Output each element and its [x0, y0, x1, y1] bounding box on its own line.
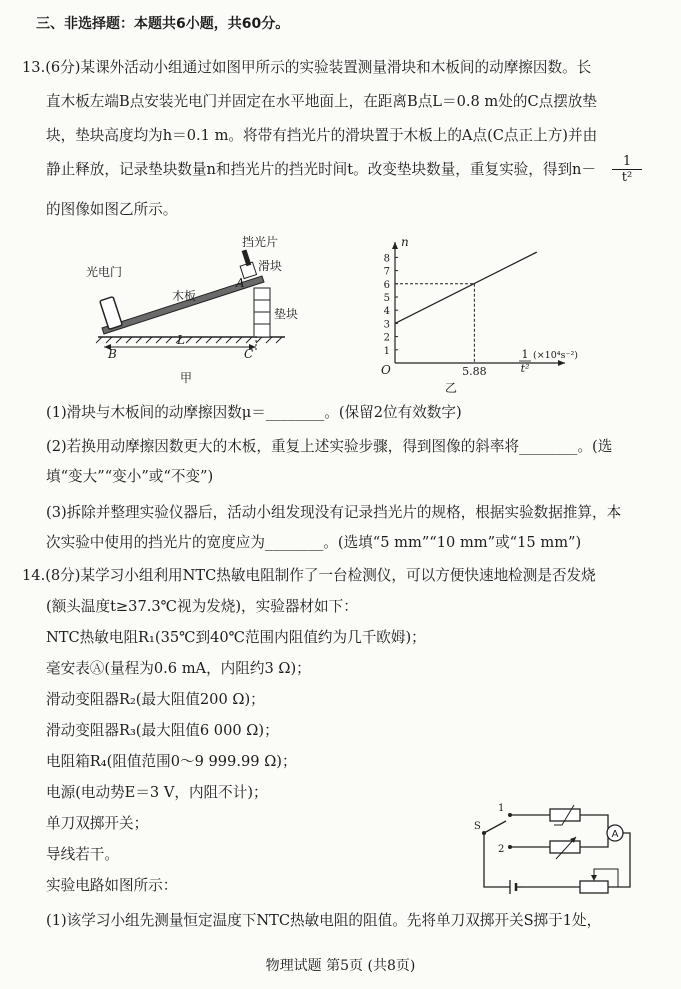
label-photogate: 光电门	[86, 265, 123, 279]
q14-line-8: 电源(电动势E＝3 V，内阻不计)；	[46, 784, 268, 801]
q14-line-12: (1)该学习小组先测量恒定温度下NTC热敏电阻的阻值。先将单刀双掷开关S掷于1处，	[46, 912, 602, 929]
q13-sub1: (1)滑块与木板间的动摩擦因数μ＝________。(保留2位有效数字)	[46, 404, 462, 421]
pad-block-4	[254, 324, 270, 337]
y-tick-label: 7	[383, 266, 390, 278]
q14-line-6: 滑动变阻器R₃(最大阻值6 000 Ω)；	[46, 722, 279, 739]
y-tick-label: 5	[383, 293, 390, 304]
y-tick-label: 3	[383, 319, 390, 331]
x-axis-label-numerator: 1	[521, 348, 529, 361]
q14-line-5: 滑动变阻器R₂(最大阻值200 Ω)；	[46, 691, 265, 708]
resistance-box-icon	[550, 841, 580, 853]
ground-hatch	[96, 337, 282, 343]
q13-line-1: 13.(6分)某课外活动小组通过如图甲所示的实验装置测量滑块和木板间的动摩擦因数。长	[22, 59, 592, 76]
origin-label: O	[381, 363, 391, 377]
apparatus-figure	[80, 230, 299, 400]
q13-sub3-line1: (3)拆除并整理实验仪器后，活动小组发现没有记录挡光片的规格，根据实验数据推算，本	[46, 504, 622, 521]
q14-line-2: (额头温度t≥37.3℃视为发烧)，实验器材如下：	[46, 598, 358, 615]
q14-line-9: 单刀双掷开关；	[46, 815, 149, 832]
page-footer: 物理试题 第5页 (共8页)	[265, 958, 416, 974]
label-pad: 垫块	[274, 307, 299, 321]
terminal-1-label: 1	[498, 803, 505, 814]
label-board: 木板	[172, 289, 197, 303]
label-slider: 滑块	[258, 259, 283, 273]
q14-line-10: 导线若干。	[46, 846, 119, 863]
y-tick-label: 4	[383, 306, 390, 318]
y-tick-label: 1	[383, 345, 390, 357]
pad-block-2	[254, 300, 270, 312]
chart-axes	[395, 242, 565, 363]
pad-block-3	[254, 312, 270, 324]
photogate-icon	[100, 297, 123, 330]
n-vs-inverse-t2-chart	[365, 232, 580, 402]
q14-line-1: 14.(8分)某学习小组利用NTC热敏电阻制作了一台检测仪，可以方便快速地检测是否发烧	[22, 567, 596, 584]
circuit-diagram	[470, 795, 650, 900]
x-axis-label-denominator: t²	[520, 362, 530, 375]
y-axis-label: n	[401, 235, 409, 249]
q13-fraction	[612, 154, 642, 185]
terminal-2-label: 2	[498, 844, 505, 855]
y-tick-label: 6	[383, 279, 390, 291]
label-shading-plate: 挡光片	[242, 235, 279, 249]
x-axis-unit: (×10⁴s⁻²)	[533, 350, 578, 361]
q14-line-7: 电阻箱R₄(阻值范围0～9 999.99 Ω)；	[46, 753, 297, 770]
q13-sub3-line2: 次实验中使用的挡光片的宽度应为________。(选填“5 mm”“10 mm”或“15 mm”)	[46, 534, 582, 551]
figure-caption-jia: 甲	[180, 371, 193, 385]
y-tick-label: 2	[383, 332, 390, 344]
y-tick-label: 8	[383, 253, 390, 265]
pad-block-1	[254, 288, 270, 300]
q13-line-2: 直木板左端B点安装光电门并固定在水平地面上，在距离B点L＝0.8 m处的C点摆放垫	[46, 93, 597, 110]
q13-fraction-numerator: 1	[622, 154, 632, 169]
switch-label: S	[474, 821, 481, 832]
label-point-a: A	[236, 276, 245, 290]
q13-sub2-line2: 填“变大”“变小”或“不变”)	[46, 468, 214, 485]
label-point-c: C	[244, 347, 254, 361]
label-length-l: L	[177, 333, 185, 347]
ammeter-label: A	[611, 829, 619, 840]
data-line	[395, 252, 537, 323]
q14-line-3: NTC热敏电阻R₁(35℃到40℃范围内阻值约为几千欧姆)；	[46, 629, 426, 646]
q14-line-11: 实验电路如图所示：	[46, 877, 178, 894]
label-point-b: B	[108, 347, 117, 361]
rheostat-icon	[580, 881, 608, 893]
shading-plate	[242, 249, 252, 266]
q13-line-5: 的图像如图乙所示。	[46, 201, 178, 218]
q13-fraction-denominator: t²	[612, 169, 642, 185]
section-heading: 三、非选择题：本题共6小题，共60分。	[36, 16, 290, 32]
figure-caption-yi: 乙	[445, 381, 458, 395]
x-tick-label: 5.88	[462, 365, 487, 378]
q14-line-4: 毫安表Ⓐ(量程为0.6 mA，内阻约3 Ω)；	[46, 660, 311, 677]
q13-sub2-line1: (2)若换用动摩擦因数更大的木板，重复上述实验步骤，得到图像的斜率将________。(选	[46, 438, 613, 455]
q13-line-4: 静止释放，记录垫块数量n和挡光片的挡光时间t。改变垫块数量，重复实验，得到n－	[46, 161, 597, 178]
q13-line-3: 块，垫块高度均为h＝0.1 m。将带有挡光片的滑块置于木板上的A点(C点正上方)并由	[46, 127, 598, 144]
